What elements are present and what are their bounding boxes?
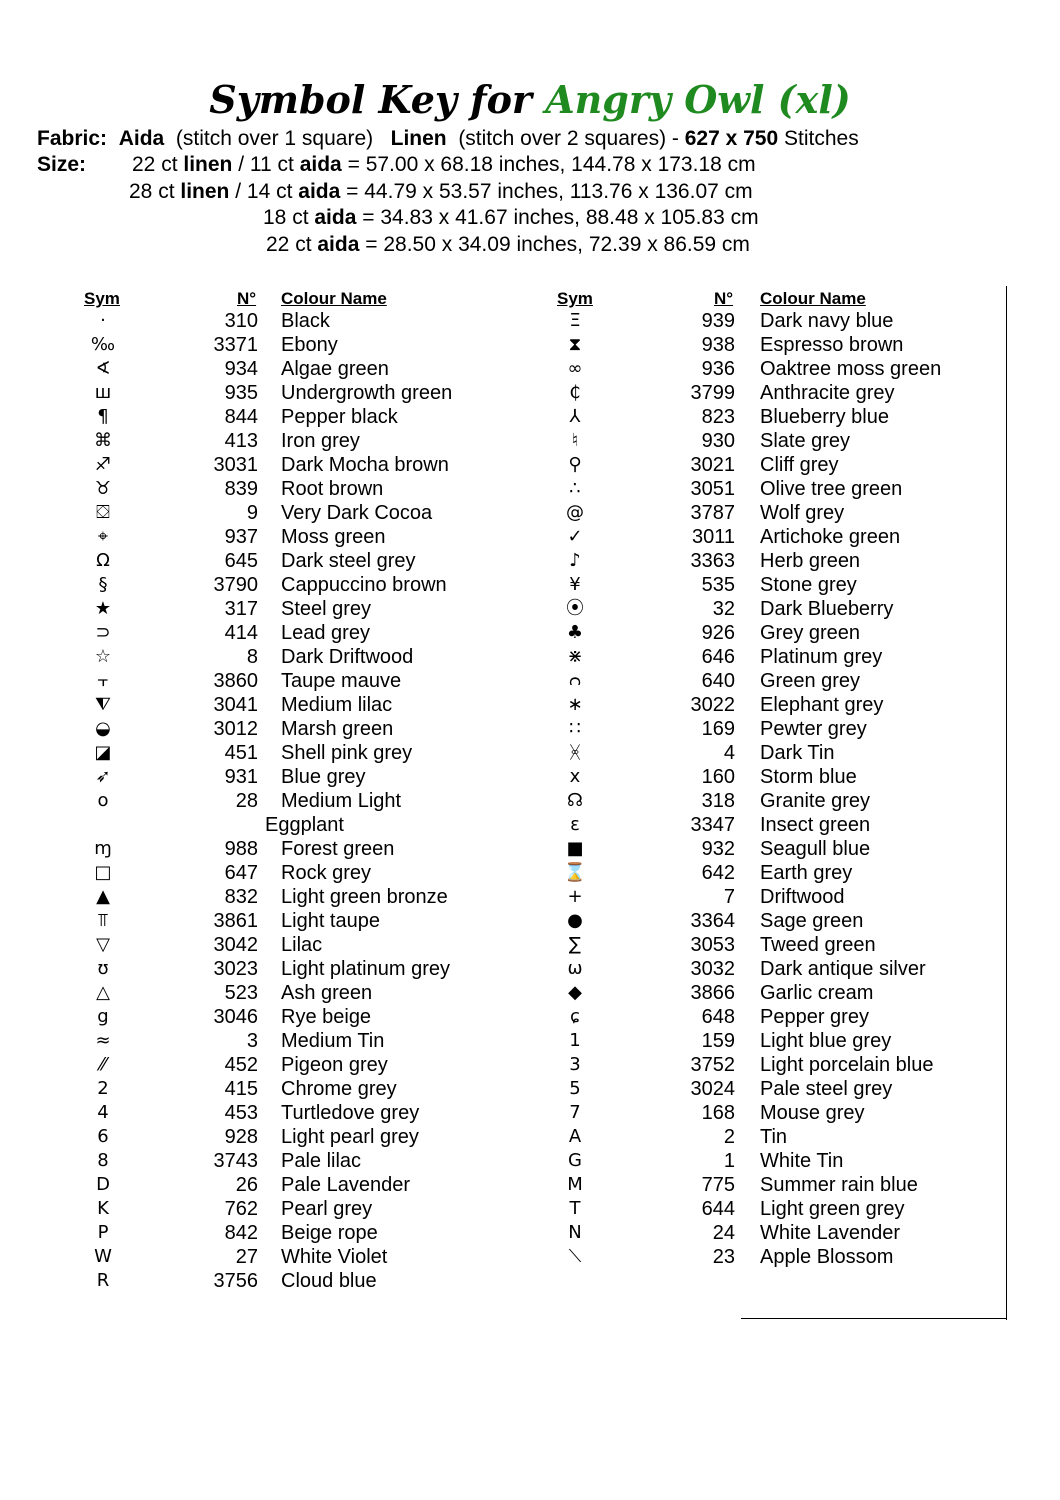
floss-number: 3363 [690,550,735,572]
fabric-linen: Linen [390,127,447,150]
floss-number: 926 [701,622,735,644]
left-header-sym: Sym [84,289,120,308]
floss-number: 32 [712,598,735,620]
colour-name: Rock grey [281,862,372,884]
floss-number: 928 [224,1126,258,1148]
colour-name: Light blue grey [760,1030,892,1052]
colour-name: Sage green [760,910,864,932]
colour-name: White Lavender [760,1222,901,1244]
colour-name: Tin [760,1126,788,1148]
table-border-bottom [741,1318,1007,1319]
symbol-glyph: ∷ [569,718,581,739]
floss-number: 317 [224,598,258,620]
colour-name: Dark navy blue [760,310,894,332]
floss-number: 168 [701,1102,735,1124]
colour-name: Shell pink grey [281,742,413,764]
left-header-num: N° [237,289,257,308]
floss-number: 842 [224,1222,258,1244]
floss-number: 3032 [690,958,735,980]
colour-name: Chrome grey [281,1078,397,1100]
floss-number: 451 [224,742,258,764]
symbol-glyph: ⦿ [566,598,584,619]
symbol-glyph: Ξ [569,310,581,331]
floss-number: 839 [224,478,258,500]
symbol-glyph: ≈ [95,1030,111,1051]
floss-number: 3787 [690,502,735,524]
fabric-aida: Aida [118,127,165,150]
symbol-glyph: ☆ [94,646,112,667]
symbol-glyph: M [567,1174,583,1195]
floss-number: 413 [224,430,258,452]
symbol-glyph: ɛ [570,814,580,835]
floss-number: 8 [246,646,258,668]
symbol-glyph: · [100,310,106,331]
floss-number: 1 [723,1150,735,1172]
floss-number: 3861 [213,910,258,932]
title-prefix: Symbol Key for [209,77,532,122]
colour-name: Dark steel grey [281,550,416,572]
floss-number: 640 [701,670,735,692]
left-header-name: Colour Name [281,289,387,308]
floss-number: 318 [701,790,735,812]
colour-name: Algae green [281,358,389,380]
floss-number: 648 [701,1006,735,1028]
floss-number: 3790 [213,574,258,596]
symbol-glyph: ₵ [569,382,581,403]
page-title [0,74,1060,126]
colour-name: Medium Light Eggplant [265,790,402,836]
colour-name: Dark antique silver [760,958,926,980]
symbol-glyph: ▲ [96,886,110,907]
symbol-glyph: ☊ [567,790,583,811]
floss-number: 3023 [213,958,258,980]
floss-number: 452 [224,1054,258,1076]
floss-number: 28 [235,790,258,812]
symbol-glyph: ⧨ [94,694,112,715]
floss-number: 3347 [690,814,735,836]
floss-number: 3012 [213,718,258,740]
colour-name: Blueberry blue [760,406,889,428]
fabric-linen-note: (stitch over 2 squares) - [458,127,679,150]
colour-name: Pepper black [281,406,398,428]
floss-number: 936 [701,358,735,380]
floss-number: 160 [701,766,735,788]
colour-name: Medium Tin [281,1030,385,1052]
colour-name: Olive tree green [760,478,903,500]
colour-name-continued: Eggplant [265,814,344,836]
colour-name: Granite grey [760,790,871,812]
floss-number: 646 [701,646,735,668]
colour-name: Lilac [281,934,323,956]
floss-number: 3 [246,1030,258,1052]
floss-number: 937 [224,526,258,548]
right-header-num: N° [714,289,734,308]
floss-number: 24 [712,1222,735,1244]
symbol-glyph: T [569,1198,581,1219]
colour-name: Cappuccino brown [281,574,447,596]
colour-name: Mouse grey [760,1102,865,1124]
colour-name: Dark Driftwood [281,646,414,668]
colour-name: Dark Blueberry [760,598,894,620]
floss-number: 3752 [690,1054,735,1076]
colour-name: Root brown [281,478,384,500]
symbol-glyph: 8 [97,1150,109,1171]
floss-number: 938 [701,334,735,356]
symbol-glyph: § [98,574,108,595]
floss-number: 832 [224,886,258,908]
colour-name: Light pearl grey [281,1126,419,1148]
floss-number: 762 [224,1198,258,1220]
symbol-glyph: ɕ [570,1006,580,1027]
colour-name: Garlic cream [760,982,874,1004]
colour-name: Wolf grey [760,502,845,524]
floss-number: 934 [224,358,258,380]
symbol-glyph: ● [567,910,583,931]
colour-name: Insect green [760,814,871,836]
floss-number: 3371 [213,334,258,356]
colour-name: Lead grey [281,622,370,644]
symbol-glyph: + [567,886,583,907]
floss-number: 3041 [213,694,258,716]
colour-name: Anthracite grey [760,382,895,404]
symbol-glyph: ⧗ [568,334,582,355]
floss-number: 2 [723,1126,735,1148]
floss-number: 3046 [213,1006,258,1028]
floss-number: 7 [723,886,735,908]
floss-number: 159 [701,1030,735,1052]
colour-name: Stone grey [760,574,857,596]
floss-number: 453 [224,1102,258,1124]
symbol-glyph: ◪ [94,742,112,763]
colour-name: Grey green [760,622,861,644]
floss-number: 3024 [690,1078,735,1100]
symbol-glyph: ♐ [94,454,112,475]
symbol-glyph: ⛋ [96,502,110,523]
symbol-glyph: ⚲ [568,454,582,475]
colour-name: Light green grey [760,1198,905,1220]
floss-number: 415 [224,1078,258,1100]
symbol-glyph: 7 [569,1102,581,1123]
size-line-4: 22 ct aida = 28.50 x 34.09 inches, 72.39 x 86.59 cm [266,233,750,256]
floss-number: 535 [701,574,735,596]
right-header-sym: Sym [557,289,593,308]
symbol-glyph: □ [94,862,112,883]
pattern-name: Angry Owl (xl) [545,77,851,122]
colour-name: Rye beige [281,1006,372,1028]
symbol-glyph: ▽ [96,934,110,955]
colour-name: Taupe mauve [281,670,402,692]
symbol-glyph: ᚸ [569,742,581,763]
colour-name: Light taupe [281,910,380,932]
right-header-name: Colour Name [760,289,866,308]
floss-number: 930 [701,430,735,452]
floss-number: 9 [246,502,258,524]
colour-name: Pewter grey [760,718,867,740]
colour-name: Pigeon grey [281,1054,388,1076]
colour-name: Oaktree moss green [760,358,942,380]
colour-name: Black [281,310,330,332]
floss-number: 3799 [690,382,735,404]
symbol-glyph: Ω [96,550,110,571]
colour-name: Dark Mocha brown [281,454,449,476]
floss-number: 932 [701,838,735,860]
symbol-glyph: D [96,1174,110,1195]
floss-number: 27 [235,1246,258,1268]
symbol-glyph: K [97,1198,109,1219]
colour-name: Green grey [760,670,861,692]
floss-number: 775 [701,1174,735,1196]
symbol-glyph: ♉ [94,478,112,499]
colour-name: Medium lilac [281,694,393,716]
floss-number: 642 [701,862,735,884]
symbol-glyph: ➶ [95,766,111,787]
symbol-glyph: ⫟ [97,670,109,691]
symbol-glyph: ⌛ [563,862,587,883]
symbol-glyph: ∴ [569,478,581,499]
colour-name: Beige rope [281,1222,378,1244]
symbol-glyph: ∢ [95,358,111,379]
symbol-glyph: ∑ [568,934,582,955]
size-line-1: 22 ct linen / 11 ct aida = 57.00 x 68.18 inches, 144.78 x 173.18 cm [132,153,756,176]
colour-name: Steel grey [281,598,372,620]
symbol-glyph: ◆ [568,982,582,1003]
colour-name: Herb green [760,550,861,572]
symbol-glyph: ω [567,958,583,979]
colour-name: Light green bronze [281,886,448,908]
stitch-count: 627 x 750 [684,127,779,150]
size-line-2: 28 ct linen / 14 ct aida = 44.79 x 53.57 inches, 113.76 x 136.07 cm [129,180,753,203]
floss-number: 939 [701,310,735,332]
symbol-glyph: ⌖ [97,526,109,547]
symbol-glyph: ♪ [569,550,581,571]
floss-number: 3051 [690,478,735,500]
floss-number: 310 [224,310,258,332]
colour-name: Light porcelain blue [760,1054,934,1076]
colour-name: Earth grey [760,862,853,884]
colour-name: Dark Tin [760,742,835,764]
symbol-glyph: ∗ [567,694,583,715]
colour-name: Artichoke green [760,526,901,548]
floss-number: 644 [701,1198,735,1220]
floss-number: 26 [235,1174,258,1196]
floss-number: 3364 [690,910,735,932]
colour-name: Cloud blue [281,1270,377,1292]
symbol-glyph: o [97,790,109,811]
colour-name: Marsh green [281,718,394,740]
symbol-glyph: ш [94,382,112,403]
symbol-glyph: N [568,1222,582,1243]
floss-number: 844 [224,406,258,428]
colour-name: Apple Blossom [760,1246,894,1268]
size-line-3: 18 ct aida = 34.83 x 41.67 inches, 88.48 x 105.83 cm [263,206,759,229]
colour-name: Pale steel grey [760,1078,893,1100]
symbol-glyph: ♮ [571,430,579,451]
colour-name: Slate grey [760,430,851,452]
colour-name: Elephant grey [760,694,884,716]
symbol-glyph: A [568,1126,582,1147]
symbol-glyph: 6 [97,1126,109,1147]
symbol-glyph: R [96,1270,110,1291]
symbol-glyph: ¥ [569,574,581,595]
symbol-glyph: ★ [94,598,112,619]
floss-number: 414 [224,622,258,644]
floss-number: 3743 [213,1150,258,1172]
floss-number: 3866 [690,982,735,1004]
size-label: Size: [37,153,87,176]
symbol-glyph: ■ [566,838,584,859]
floss-number: 931 [224,766,258,788]
floss-number: 4 [723,742,735,764]
symbol-glyph: P [97,1222,109,1243]
symbol-glyph: 2 [97,1078,109,1099]
symbol-glyph: ⁄⁄ [99,1054,106,1075]
colour-name: Pearl grey [281,1198,373,1220]
symbol-glyph: @ [566,502,584,523]
symbol-glyph: x [569,766,581,787]
colour-name: Driftwood [760,886,845,908]
symbol-glyph: ⊃ [95,622,111,643]
colour-name: Very Dark Cocoa [281,502,433,524]
colour-name: Espresso brown [760,334,904,356]
colour-name: Ash green [281,982,373,1004]
symbol-glyph: ✓ [567,526,583,547]
colour-name: Blue grey [281,766,366,788]
symbol-glyph: ∞ [567,358,583,379]
symbol-glyph: ¶ [97,406,109,427]
colour-name: Pale Lavender [281,1174,410,1196]
colour-name: Forest green [281,838,395,860]
floss-number: 823 [701,406,735,428]
symbol-glyph: ᴒ [568,670,582,691]
fabric-label: Fabric: [37,127,108,150]
floss-number: 3011 [691,526,735,548]
colour-name: Light platinum grey [281,958,450,980]
table-border-right [1006,286,1007,1320]
floss-number: 3022 [690,694,735,716]
symbol-glyph: ⅄ [569,406,581,427]
floss-number: 169 [701,718,735,740]
symbol-glyph: ⌘ [94,430,112,451]
symbol-glyph: W [94,1246,112,1267]
colour-name: Iron grey [281,430,360,452]
colour-name: Storm blue [760,766,857,788]
symbol-glyph: ʊ [97,958,109,979]
colour-name: Pale lilac [281,1150,362,1172]
floss-number: 647 [224,862,258,884]
symbol-glyph: ⫪ [97,910,109,931]
symbol-glyph: △ [96,982,110,1003]
colour-name: Pepper grey [760,1006,869,1028]
symbol-glyph: ♣ [566,622,584,643]
colour-name: Moss green [281,526,386,548]
colour-name: Turtledove grey [281,1102,420,1124]
symbol-glyph: ⟍ [568,1246,582,1267]
symbol-glyph: 5 [569,1078,581,1099]
floss-number: 523 [224,982,258,1004]
floss-number: 3021 [690,454,735,476]
floss-number: 3860 [213,670,258,692]
symbol-glyph: ɱ [94,838,112,859]
floss-number: 935 [224,382,258,404]
symbol-glyph: 4 [97,1102,109,1123]
colour-name: Ebony [281,334,338,356]
floss-number: 23 [712,1246,735,1268]
symbol-glyph: ⋇ [567,646,583,667]
floss-number: 3031 [213,454,258,476]
colour-name: White Violet [281,1246,388,1268]
symbol-glyph: ‰ [90,334,116,355]
colour-name: Cliff grey [760,454,839,476]
floss-number: 645 [224,550,258,572]
colour-name: Seagull blue [760,838,871,860]
symbol-glyph: 3 [569,1054,581,1075]
symbol-glyph: 1 [569,1030,581,1051]
colour-name: White Tin [760,1150,844,1172]
fabric-aida-note: (stitch over 1 square) [175,127,374,150]
floss-number: 988 [224,838,258,860]
fabric-line [37,126,859,152]
floss-number: 3053 [690,934,735,956]
floss-number: 3756 [213,1270,258,1292]
colour-name: Platinum grey [760,646,883,668]
stitch-suffix: Stitches [784,127,859,150]
symbol-glyph: G [568,1150,582,1171]
colour-name: Summer rain blue [760,1174,918,1196]
symbol-glyph: ◒ [95,718,111,739]
floss-number: 3042 [213,934,258,956]
colour-name: Undergrowth green [281,382,453,404]
colour-name: Tweed green [760,934,876,956]
symbol-glyph: g [97,1006,109,1027]
